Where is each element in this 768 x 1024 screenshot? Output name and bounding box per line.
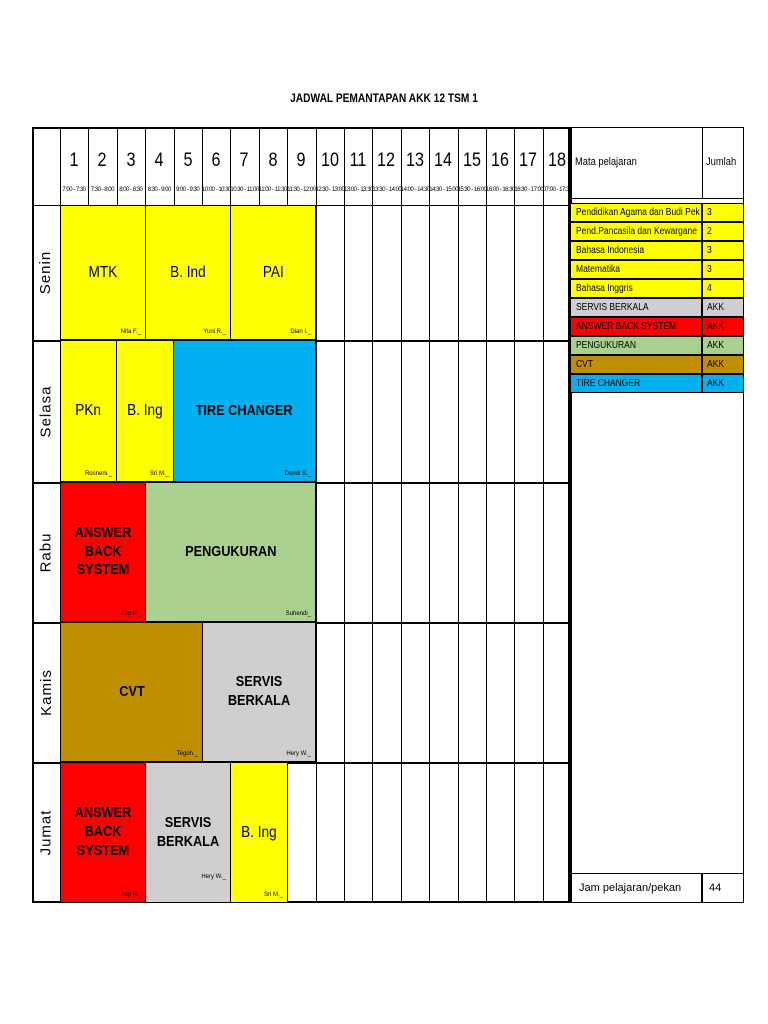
period-number: 3 (126, 150, 136, 171)
day-senin: Senin (37, 250, 55, 295)
day-jumat: Jumat (37, 809, 55, 856)
period-number: 2 (97, 150, 107, 171)
summary-header-value: Jumlah (706, 156, 737, 168)
summary-header-name: Mata pelajaran (575, 156, 637, 168)
lesson-block: ANSWER BACK SYSTEM Asp P._ (60, 482, 146, 622)
lesson-block: B. Ind Yuni R._ (145, 205, 231, 340)
period-time: 11:30 - 12:00 (287, 187, 316, 193)
grid-column-line (316, 127, 317, 903)
period-number: 1 (69, 150, 79, 171)
period-time: 8:30 - 9:00 (147, 187, 171, 193)
legend-count: AKK (702, 317, 744, 336)
legend-subject: Pendidikan Agama dan Budi Pek (570, 203, 702, 222)
period-time: 14:30 - 15:00 (429, 187, 459, 193)
legend-subject: Pend.Pancasila dan Kewargane (570, 222, 702, 241)
total-value: 44 (702, 873, 744, 903)
period-time: 7:30 - 8:00 (90, 187, 114, 193)
period-number: 4 (154, 150, 164, 171)
legend-count: 3 (702, 203, 744, 222)
period-time: 15:30 - 16:00 (457, 187, 487, 193)
grid-column-line (344, 127, 345, 903)
period-number: 13 (405, 150, 424, 171)
lesson-block: SERVIS BERKALA Hery W._ (145, 762, 231, 903)
period-number: 12 (377, 150, 396, 171)
day-kamis: Kamis (37, 668, 55, 716)
period-number: 9 (296, 150, 306, 171)
period-number: 15 (462, 150, 481, 171)
period-time: 8:00 - 8:30 (119, 187, 143, 193)
day-rabu: Rabu (37, 532, 55, 572)
page-title: JADWAL PEMANTAPAN AKK 12 TSM 1 (290, 91, 478, 105)
period-number: 16 (491, 150, 509, 171)
summary-header-rule (570, 198, 744, 199)
total-row (570, 873, 744, 903)
grid-column-line (514, 127, 515, 903)
legend-count: AKK (702, 355, 744, 374)
legend-row (570, 298, 744, 317)
period-number: 8 (268, 150, 278, 171)
period-time: 14:00 - 14:30 (400, 187, 430, 193)
day-selasa: Selasa (37, 385, 55, 437)
legend-subject: SERVIS BERKALA (570, 298, 702, 317)
lesson-block: B. Ing Sri M._ (116, 340, 174, 482)
period-number: 17 (519, 150, 538, 171)
lesson-block: PKn Rosneni._ (60, 340, 117, 482)
period-number: 5 (183, 150, 193, 171)
legend-row (570, 241, 744, 260)
period-time: 10:00 - 10:30 (202, 187, 231, 193)
lesson-block: PAI Dian I._ (230, 205, 316, 340)
lesson-block: TIRE CHANGER Dendi S._ (173, 340, 316, 482)
legend-subject: TIRE CHANGER (570, 374, 702, 393)
legend-count: 2 (702, 222, 744, 241)
lesson-block: MTK Nita F._ (60, 205, 146, 340)
period-time: 13:00 - 13:30 (344, 187, 373, 193)
summary-header-divider (702, 127, 703, 198)
lesson-block: CVT Tegoh._ (60, 622, 203, 762)
period-time: 7:00 - 7:30 (62, 187, 86, 193)
period-time: 9:00 - 9:30 (176, 187, 200, 193)
legend-subject: ANSWER BACK SYSTEM (570, 317, 702, 336)
grid-column-line (486, 127, 487, 903)
legend-count: AKK (702, 298, 744, 317)
period-time: 12:30 - 13:00 (315, 187, 345, 193)
legend-row (570, 260, 744, 279)
legend-subject: Matematika (570, 260, 702, 279)
period-number: 11 (349, 150, 367, 171)
period-time: 07:00 - 17:30 (542, 187, 572, 193)
legend-subject: CVT (570, 355, 702, 374)
period-number: 7 (239, 150, 249, 171)
legend-count: AKK (702, 374, 744, 393)
legend-row (570, 336, 744, 355)
period-number: 18 (547, 150, 566, 171)
legend-count: 3 (702, 241, 744, 260)
legend-count: AKK (702, 336, 744, 355)
legend-row (570, 279, 744, 298)
lesson-block: B. Ing Sri M._ (230, 762, 288, 903)
legend-row (570, 355, 744, 374)
lesson-block: SERVIS BERKALA Hery W._ (202, 622, 316, 762)
period-time: 16:30 - 17:00 (514, 187, 544, 193)
grid-column-line (401, 127, 402, 903)
legend-row (570, 203, 744, 222)
lesson-block: ANSWER BACK SYSTEM Asp P._ (60, 762, 146, 903)
grid-column-line (429, 127, 430, 903)
period-number: 10 (320, 150, 339, 171)
period-time: 10:30 - 11:00 (230, 187, 259, 193)
period-time: 13:30 - 14:00 (372, 187, 402, 193)
grid-column-line (458, 127, 459, 903)
period-number: 14 (434, 150, 453, 171)
legend-row (570, 317, 744, 336)
legend-subject: PENGUKURAN (570, 336, 702, 355)
period-number: 6 (211, 150, 221, 171)
legend-count: 3 (702, 260, 744, 279)
legend-count: 4 (702, 279, 744, 298)
total-label: Jam pelajaran/pekan (570, 873, 702, 903)
legend-row (570, 374, 744, 393)
grid-column-line (543, 127, 544, 903)
legend-subject: Bahasa Indonesia (570, 241, 702, 260)
lesson-block: PENGUKURAN Suhendi_ (145, 482, 316, 622)
legend-row (570, 222, 744, 241)
period-time: 11:00 - 11:30 (258, 187, 287, 193)
period-time: 16:00 - 16:30 (486, 187, 515, 193)
grid-column-line (372, 127, 373, 903)
legend-subject: Bahasa Inggris (570, 279, 702, 298)
